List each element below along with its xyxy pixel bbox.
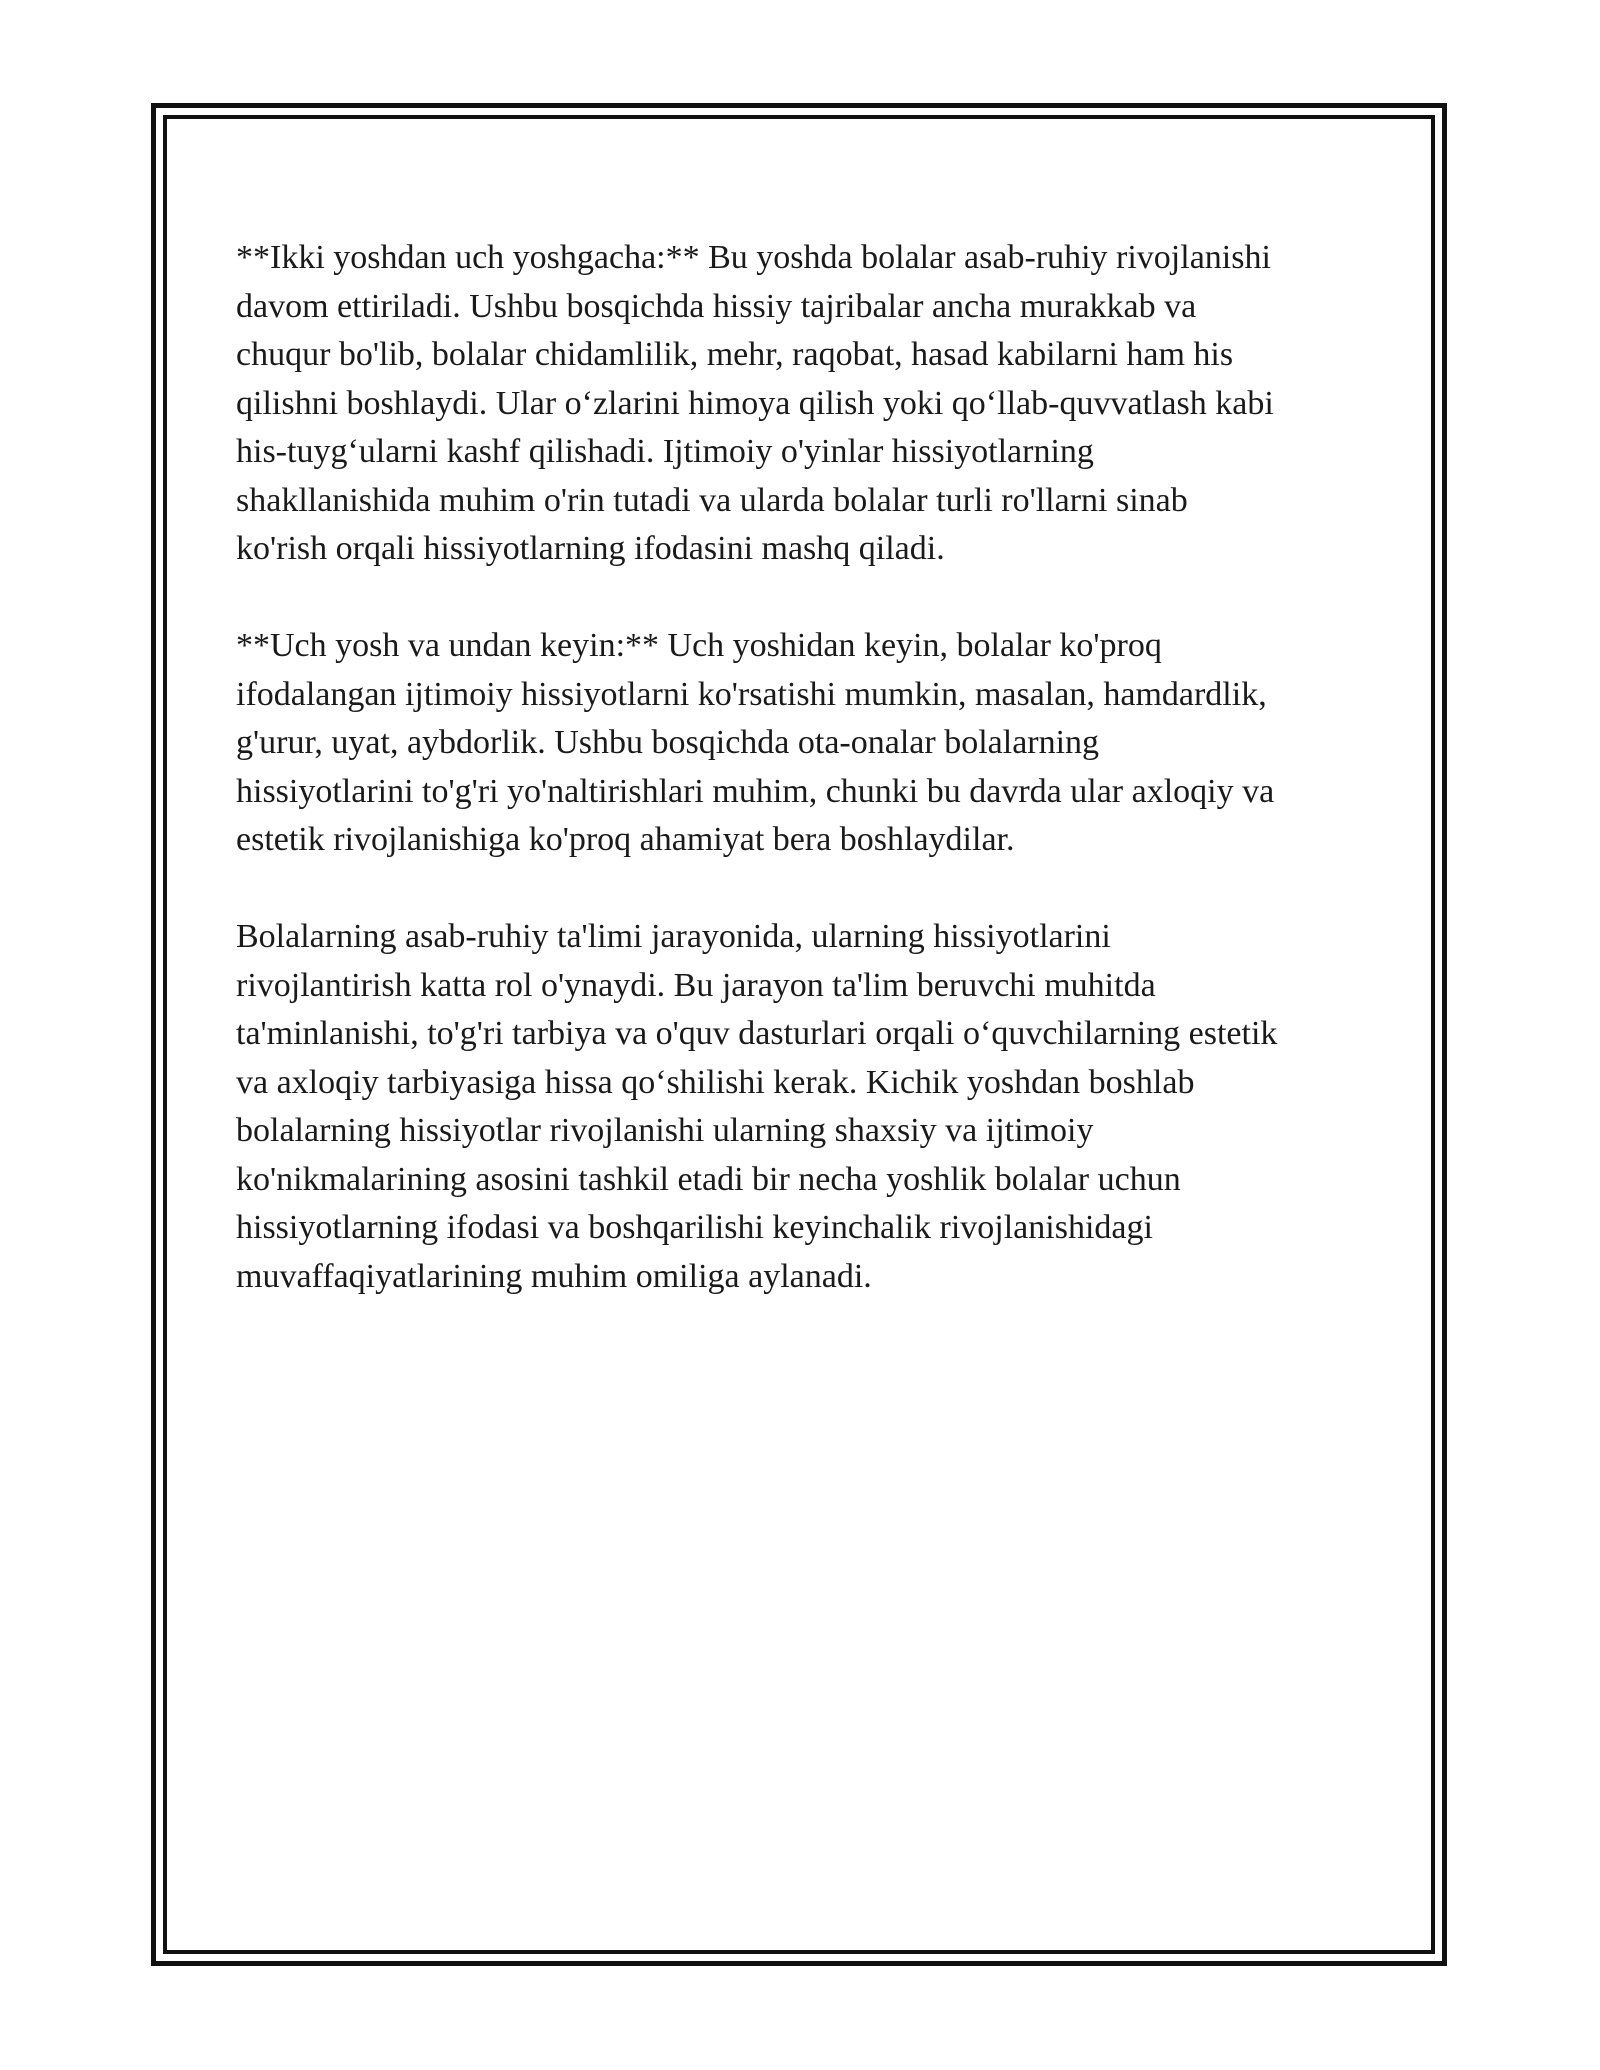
text-line: ko'nikmalarining asosini tashkil etadi bir necha yoshlik bolalar uchun — [236, 1160, 1181, 1198]
text-line: Bolalarning asab-ruhiy ta'limi jarayonida, ularning hissiyotlarini — [236, 918, 1111, 955]
paragraph-bolalarning-talimi — [236, 913, 1366, 1301]
text-line: va axloqiy tarbiyasiga hissa qo‘shilishi kerak. Kichik yoshdan boshlab — [236, 1063, 1195, 1101]
text-line: hissiyotlarning ifodasi va boshqarilishi keyinchalik rivojlanishidagi — [236, 1209, 1153, 1246]
text-line: g'urur, uyat, aybdorlik. Ushbu bosqichda ota-onalar bolalarning — [236, 724, 1100, 761]
text-line: ko'rish orqali hissiyotlarning ifodasini mashq qiladi. — [236, 530, 945, 567]
text-line: chuqur bo'lib, bolalar chidamlilik, mehr, raqobat, hasad kabilarni ham his — [236, 336, 1234, 373]
text-line: **Uch yosh va undan keyin:** Uch yoshidan keyin, bolalar ko'proq — [236, 627, 1162, 664]
text-line: estetik rivojlanishiga ko'proq ahamiyat bera boshlaydilar. — [236, 821, 1015, 858]
paragraph-ikki-yoshdan — [236, 234, 1366, 574]
document-body — [236, 234, 1366, 1350]
text-line: ifodalangan ijtimoiy hissiyotlarni ko'rsatishi mumkin, masalan, hamdardlik, — [236, 675, 1267, 713]
text-line: muvaffaqiyatlarining muhim omiliga aylanadi. — [236, 1257, 872, 1295]
text-line: qilishni boshlaydi. Ular o‘zlarini himoya qilish yoki qo‘llab-quvvatlash kabi — [236, 384, 1274, 422]
text-line: hissiyotlarini to'g'ri yo'naltirishlari muhim, chunki bu davrda ular axloqiy va — [236, 772, 1275, 810]
text-line: his-tuyg‘ularni kashf qilishadi. Ijtimoiy o'yinlar hissiyotlarning — [236, 433, 1094, 470]
text-line: davom ettiriladi. Ushbu bosqichda hissiy tajribalar ancha murakkab va — [236, 287, 1197, 325]
text-line: rivojlantirish katta rol o'ynaydi. Bu jarayon ta'lim beruvchi muhitda — [236, 966, 1156, 1004]
text-line: ta'minlanishi, to'g'ri tarbiya va o'quv dasturlari orqali o‘quvchilarning estetik — [236, 1015, 1278, 1052]
text-line: **Ikki yoshdan uch yoshgacha:** Bu yoshda bolalar asab-ruhiy rivojlanishi — [236, 239, 1271, 276]
text-line: shakllanishida muhim o'rin tutadi va ularda bolalar turli ro'llarni sinab — [236, 481, 1188, 519]
text-line: bolalarning hissiyotlar rivojlanishi ularning shaxsiy va ijtimoiy — [236, 1112, 1094, 1149]
paragraph-uch-yosh — [236, 622, 1366, 865]
